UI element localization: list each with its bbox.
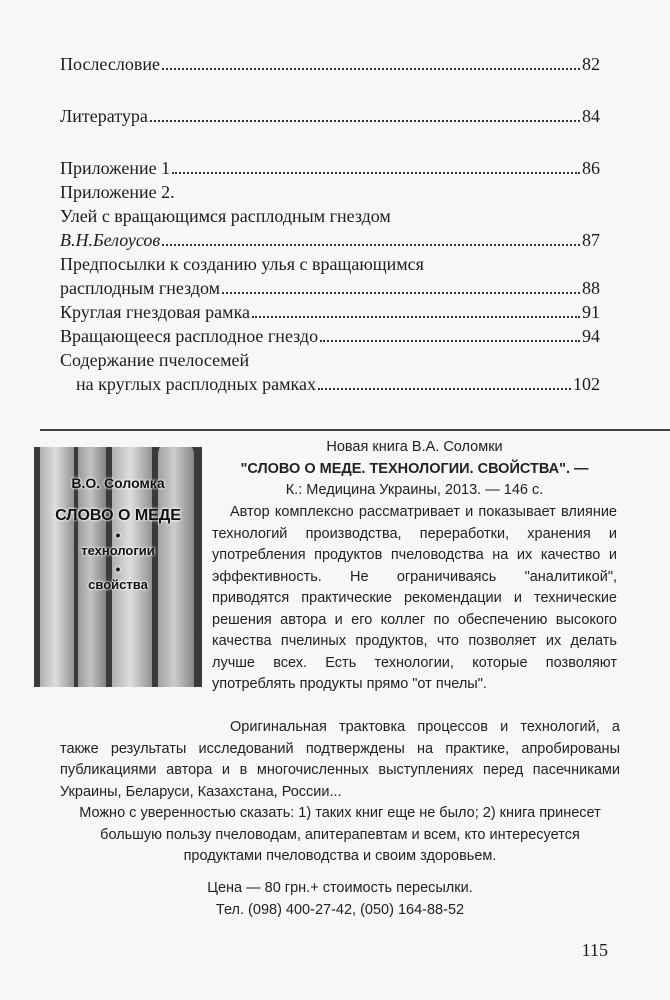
toc-leader: [320, 340, 580, 342]
book-ad-paragraph-2: Оригинальная трактовка процессов и технологий, а также результаты исследований подтверждены на практике, апробированы публикациями автора и в многочисленных выступлениях перед пасечниками Украины, Беларуси, Казахстана, России...: [60, 719, 620, 800]
toc-title: расплодным гнездом: [60, 278, 221, 298]
book-ad-publisher: К.: Медицина Украины, 2013. — 146 с.: [285, 482, 544, 498]
cover-subtitle-1: технологии: [81, 543, 155, 558]
book-ad-intro: Новая книга В.А. Соломки: [326, 439, 503, 455]
toc-leader: [222, 292, 580, 294]
toc-title: на круглых расплодных рамках: [76, 374, 316, 394]
book-ad-paragraph-1: Автор комплексно рассматривает и показывает влияние технологий производства, переработки, хранения и употребления продуктов пчеловодства на их качество и эффективность. Не ограничиваясь "аналитикой", приводятся практические рекомендации и технические решения автора и его коллег по обеспечению высокого качества пчелиных продуктов, что позволяет их делать лучше всех. Есть технологии, которые позволяют употреблять продукты прямо "от пчелы".: [212, 504, 617, 692]
toc-entry-prerequisites: Предпосылки к созданию улья с вращающимся: [60, 254, 424, 274]
toc-entry-literature: [60, 104, 600, 128]
toc-entry-colony-keeping: Содержание пчелосемей: [60, 350, 250, 370]
toc-title: Приложение 2.: [60, 182, 175, 202]
book-ad-header: [212, 437, 617, 502]
price-text: Цена — 80 грн.+ стоимость пересылки.: [207, 880, 473, 896]
toc-entry-hive-title: Улей с вращающимся расплодным гнездом: [60, 206, 391, 226]
toc-entry-afterword: [60, 52, 600, 76]
toc-entry-hive-author: [60, 228, 600, 252]
toc-entry-appendix-2: [60, 180, 600, 204]
toc-page: 94: [582, 326, 600, 346]
book-ad-title: "СЛОВО О МЕДЕ. ТЕХНОЛОГИИ. СВОЙСТВА". —: [240, 460, 589, 477]
toc-page: 91: [582, 302, 600, 322]
toc-leader: [150, 120, 580, 122]
toc-title: Литература: [60, 106, 148, 126]
toc-page: 87: [582, 230, 600, 250]
toc-page: 86: [582, 158, 600, 178]
cover-bullet: •: [115, 561, 121, 577]
phone-text: Тел. (098) 400-27-42, (050) 164-88-52: [215, 901, 465, 918]
toc-leader: [172, 172, 580, 174]
toc-page: 102: [573, 374, 600, 394]
toc-page: 82: [582, 54, 600, 74]
toc-leader: [252, 316, 580, 318]
toc-title: Приложение 1: [60, 158, 171, 178]
price-contact: [60, 878, 620, 921]
toc-title: В.Н.Белоусов: [60, 230, 161, 250]
section-divider: [40, 429, 670, 431]
toc-entry-appendix-1: [60, 156, 600, 180]
cover-subtitle-2: свойства: [88, 577, 148, 592]
cover-bullet: •: [115, 527, 121, 543]
toc-page: 84: [582, 106, 600, 126]
toc-entry-rotating-nest: [60, 324, 600, 348]
book-cover-image: [34, 447, 202, 687]
toc-title: Круглая гнездовая рамка: [60, 302, 251, 322]
toc-page: 88: [582, 278, 600, 298]
toc-entry-round-frame: [60, 300, 600, 324]
toc-title: Вращающееся расплодное гнездо: [60, 326, 319, 346]
table-of-contents: [60, 52, 600, 396]
toc-leader: [318, 388, 571, 390]
toc-entry-colony-keeping-cont: [60, 372, 600, 396]
toc-entry-prerequisites-cont: [60, 276, 600, 300]
page-number: 115: [581, 940, 608, 960]
cover-author: В.О. Соломка: [71, 475, 165, 491]
toc-title: Послесловие: [60, 54, 160, 74]
toc-leader: [162, 244, 580, 246]
cover-title: СЛОВО О МЕДЕ: [55, 507, 181, 524]
toc-leader: [162, 68, 580, 70]
book-ad-paragraph-3: Можно с уверенностью сказать: 1) таких книг еще не было; 2) книга принесет большую пользу пчеловодам, апитерапевтам и всем, кто интересуется продуктами пчеловодства и своим здоровьем.: [79, 805, 601, 864]
